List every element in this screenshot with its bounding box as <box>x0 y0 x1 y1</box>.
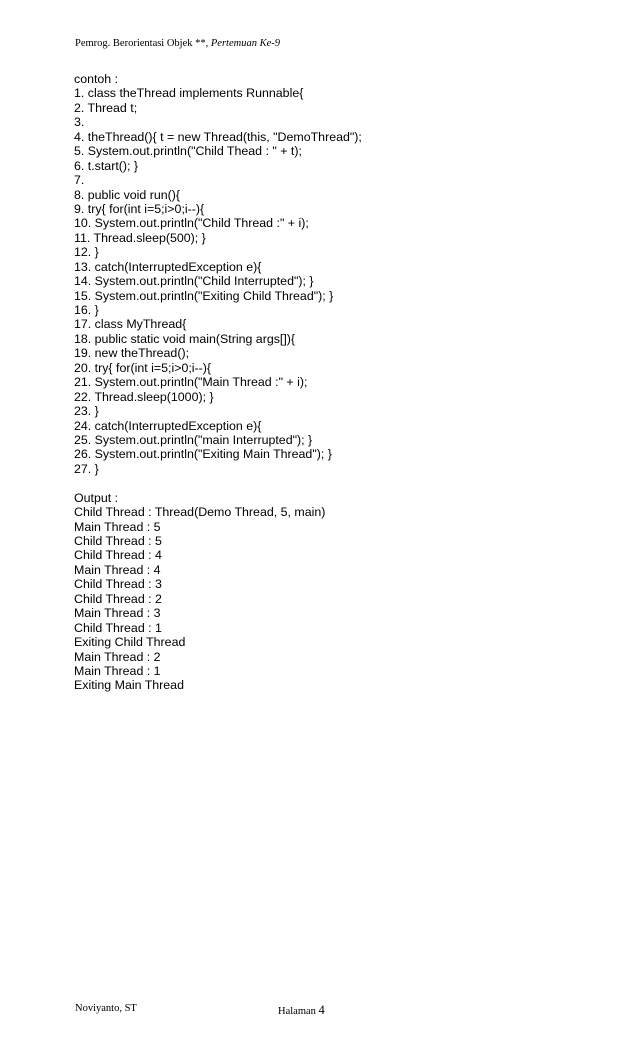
code-line: 5. System.out.println("Child Thead : " + t); <box>74 144 302 159</box>
code-line: 26. System.out.println("Exiting Main Thread"); } <box>74 447 332 462</box>
output-label: Output : <box>74 490 119 505</box>
code-line: 13. catch(InterruptedException e){ <box>74 259 262 274</box>
output-line: Child Thread : 4 <box>74 548 162 563</box>
code-line: 10. System.out.println("Child Thread :" + i); <box>74 216 309 231</box>
output-line: Main Thread : 1 <box>74 663 161 678</box>
code-line: 9. try{ for(int i=5;i>0;i--){ <box>74 201 205 216</box>
code-line: 11. Thread.sleep(500); } <box>74 230 206 245</box>
output-listing <box>74 505 614 693</box>
output-line: Main Thread : 2 <box>74 649 161 664</box>
code-line: 23. } <box>74 404 99 419</box>
code-line: 22. Thread.sleep(1000); } <box>74 389 214 404</box>
output-line: Child Thread : 1 <box>74 620 162 635</box>
code-line: 4. theThread(){ t = new Thread(this, "DemoThread"); <box>74 129 362 144</box>
code-line: 14. System.out.println("Child Interrupted"); } <box>74 274 314 289</box>
example-label: contoh : <box>74 72 119 86</box>
header-meeting: Pertemuan Ke-9 <box>210 38 280 49</box>
code-line: 16. } <box>74 303 99 317</box>
code-line: 19. new theThread(); <box>74 346 190 361</box>
output-line: Child Thread : Thread(Demo Thread, 5, main) <box>74 505 326 520</box>
code-line: 20. try{ for(int i=5;i>0;i--){ <box>74 360 212 375</box>
code-line: 27. } <box>74 461 99 476</box>
code-listing <box>74 86 614 476</box>
code-line: 12. } <box>74 245 99 260</box>
section-gap <box>74 476 614 490</box>
code-line: 17. class MyThread{ <box>74 317 187 332</box>
footer-page-number: 4 <box>318 1003 325 1017</box>
output-line: Exiting Child Thread <box>74 635 186 650</box>
footer-page <box>278 1003 325 1018</box>
footer-author: Noviyanto, ST <box>75 1003 137 1014</box>
code-line: 25. System.out.println("main Interrupted"); } <box>74 432 313 447</box>
document-body <box>74 72 614 693</box>
header-title: Pemrog. Berorientasi Objek **, <box>75 38 211 49</box>
output-line: Main Thread : 4 <box>74 562 161 577</box>
output-line: Child Thread : 3 <box>74 577 162 592</box>
code-line: 15. System.out.println("Exiting Child Thread"); } <box>74 288 334 303</box>
output-line: Exiting Main Thread <box>74 678 184 693</box>
page-header <box>75 38 280 49</box>
code-line: 6. t.start(); } <box>74 158 139 173</box>
output-line: Main Thread : 5 <box>74 519 161 534</box>
code-line: 18. public static void main(String args[]){ <box>74 331 296 346</box>
code-line: 1. class theThread implements Runnable{ <box>74 86 304 101</box>
output-line: Child Thread : 2 <box>74 591 162 606</box>
code-line: 2. Thread t; <box>74 100 138 115</box>
code-line: 7. <box>74 173 85 188</box>
footer-page-label: Halaman <box>278 1006 319 1017</box>
output-line: Child Thread : 5 <box>74 534 162 548</box>
code-line: 3. <box>74 115 85 130</box>
code-line: 24. catch(InterruptedException e){ <box>74 418 262 433</box>
code-line: 8. public void run(){ <box>74 187 181 202</box>
code-line: 21. System.out.println("Main Thread :" + i); <box>74 375 308 390</box>
output-line: Main Thread : 3 <box>74 606 161 621</box>
